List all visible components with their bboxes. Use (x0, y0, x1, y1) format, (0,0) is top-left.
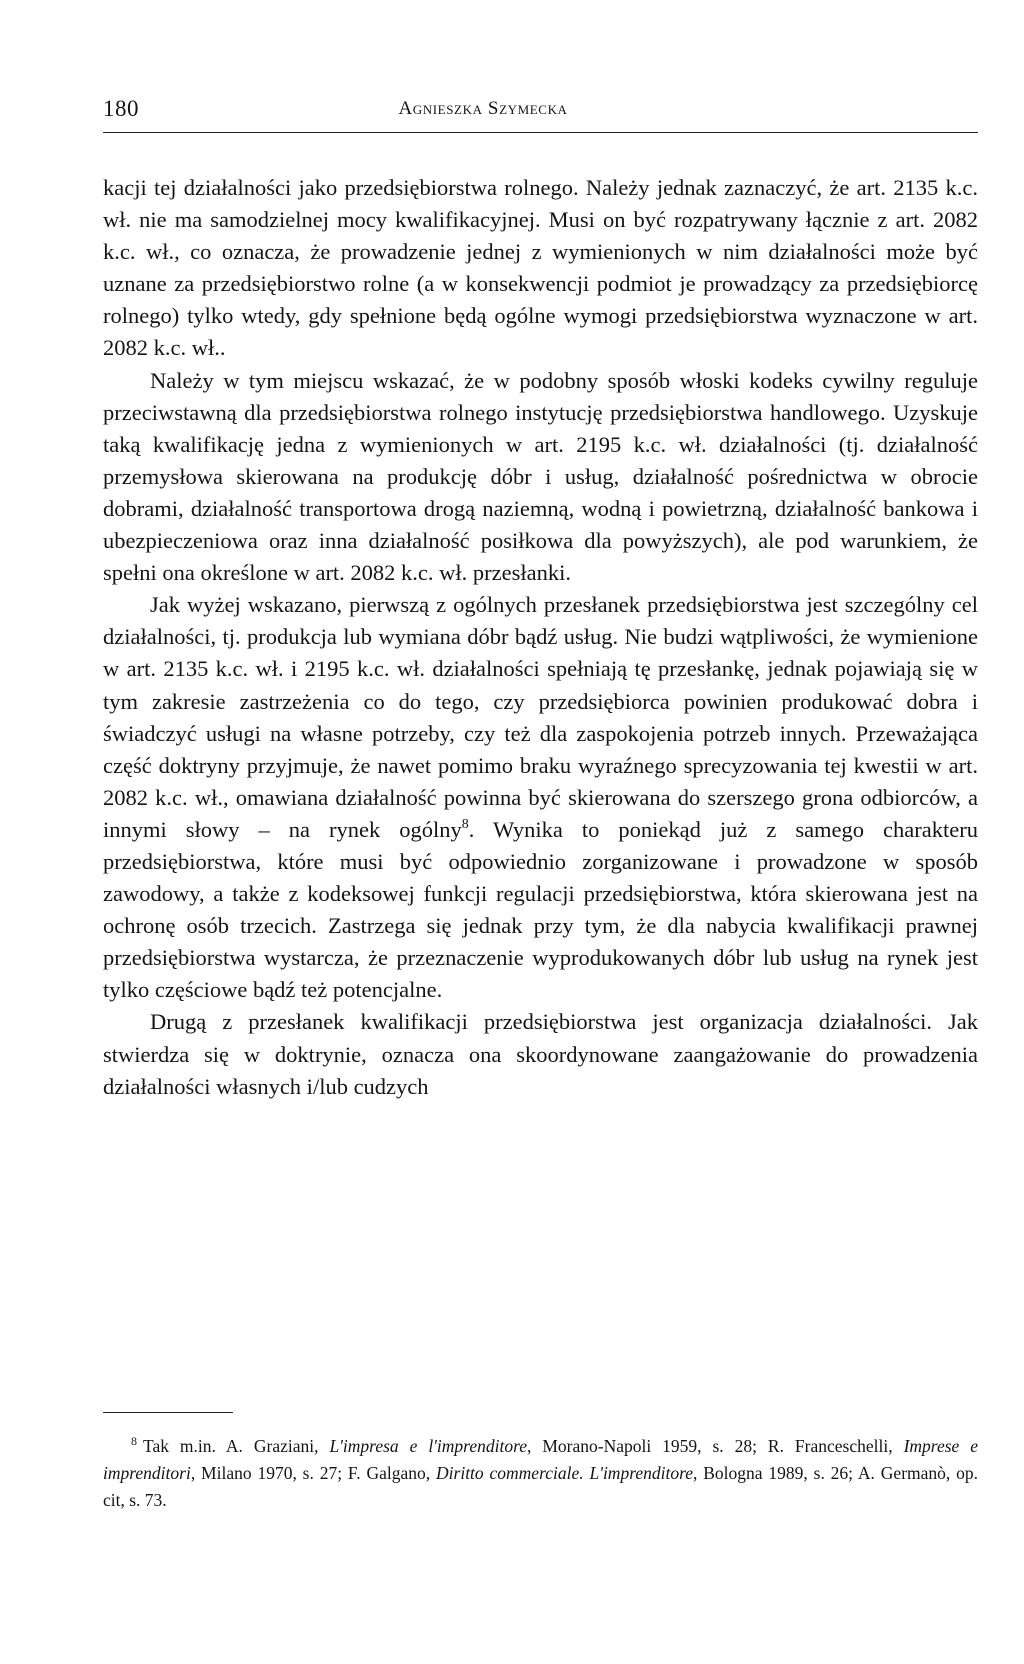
paragraph (103, 589, 978, 1006)
footnote-title: L'impresa e l'imprenditore (329, 1436, 528, 1456)
footnote-reference[interactable]: 8 (461, 816, 469, 832)
paragraph (103, 172, 978, 365)
paragraph-text: Jak wyżej wskazano, pierwszą z ogólnych przesłanek przedsiębiorstwa jest szczególny cel działalności, tj. produkcja lub wymiana dóbr bądź usług. Nie budzi wątpliwości, że wymienione w art. 2135 k.c. wł. i 2195 k.c. wł. działalności spełniają tę przesłankę, jednak pojawiają się w tym zakresie zastrzeżenia co do tego, czy przedsiębiorca powinien produkować dobra i świadczyć usługi na własne potrzeby, czy też dla zaspokojenia potrzeb innych. Przeważająca część doktryny przyjmuje, że nawet pomimo braku wyraźnego sprecyzowania tej kwestii w art. 2082 k.c. wł., omawiana działalność powinna być skierowana do szerszego grona odbiorców, a innymi słowy – na rynek ogólny (103, 592, 978, 842)
footnote-mark: 8 (131, 1434, 137, 1448)
paragraph-text: Drugą z przesłanek kwalifikacji przedsiębiorstwa jest organizacja działalności. Jak stwierdza się w doktrynie, oznacza ona skoordynowane zaangażowanie do prowadzenia działalności własnych i/lub cudzych (103, 1009, 978, 1099)
page-number: 180 (103, 96, 139, 121)
footnote-text: , Morano-Napoli 1959, s. 28; R. Franceschelli, (527, 1436, 904, 1456)
footnote-text: , Milano 1970, s. 27; F. Galgano, (190, 1463, 437, 1483)
paragraph (103, 365, 978, 590)
footnote-item (103, 1433, 978, 1514)
body-text (103, 172, 978, 1103)
paragraph-text: . Wynika to poniekąd już z samego charakteru przedsiębiorstwa, które musi być odpowiednio zorganizowane i prowadzone w sposób zawodowy, a także z kodeksowej funkcji regulacji przedsiębiorstwa, która skierowana jest na ochronę osób trzecich. Zastrzega się jednak przy tym, że dla nabycia kwalifikacji prawnej przedsiębiorstwa wystarcza, że przeznaczenie wyprodukowanych dóbr lub usług na rynek jest tylko częściowe bądź też potencjalne. (103, 816, 978, 1003)
footnote-title: Diritto commerciale. L'imprenditore (436, 1463, 694, 1483)
running-header-author: Agnieszka Szymecka (398, 98, 568, 119)
document-page (103, 0, 978, 1664)
paragraph-text: kacji tej działalności jako przedsiębiorstwa rolnego. Należy jednak zaznaczyć, że art. 2135 k.c. wł. nie ma samodzielnej mocy kwalifikacyjnej. Musi on być rozpatrywany łącznie z art. 2082 k.c. wł., co oznacza, że prowadzenie jednej z wymienionych w nim działalności może być uznane za przedsiębiorstwo rolne (a w konsekwencji podmiot je prowadzący za przedsiębiorcę rolnego) tylko wtedy, gdy spełnione będą ogólne wymogi przedsiębiorstwa wyznaczone w art. 2082 k.c. wł.. (103, 175, 978, 361)
paragraph (103, 1006, 978, 1102)
footnote-separator (103, 1412, 233, 1413)
footnote-title: Imprese e imprenditori (103, 1436, 979, 1483)
footnote-text: Tak m.in. A. Graziani, (143, 1436, 330, 1456)
running-header (103, 92, 978, 133)
footnote-text: , Bologna 1989, s. 26; A. Germanò, op. cit, s. 73. (103, 1463, 979, 1510)
paragraph-text: Należy w tym miejscu wskazać, że w podobny sposób włoski kodeks cywilny reguluje przeciwstawną dla przedsiębiorstwa rolnego instytucję przedsiębiorstwa handlowego. Uzyskuje taką kwalifikację jedna z wymienionych w art. 2195 k.c. wł. działalności (tj. działalność przemysłowa skierowana na produkcję dóbr i usług, działalność pośrednictwa w obrocie dobrami, działalność transportowa drogą naziemną, wodną i powietrzną, działalność bankowa i ubezpieczeniowa oraz inna działalność posiłkowa dla powyższych), ale pod warunkiem, że spełni ona określone w art. 2082 k.c. wł. przesłanki. (103, 367, 978, 586)
footnotes (103, 1433, 978, 1514)
